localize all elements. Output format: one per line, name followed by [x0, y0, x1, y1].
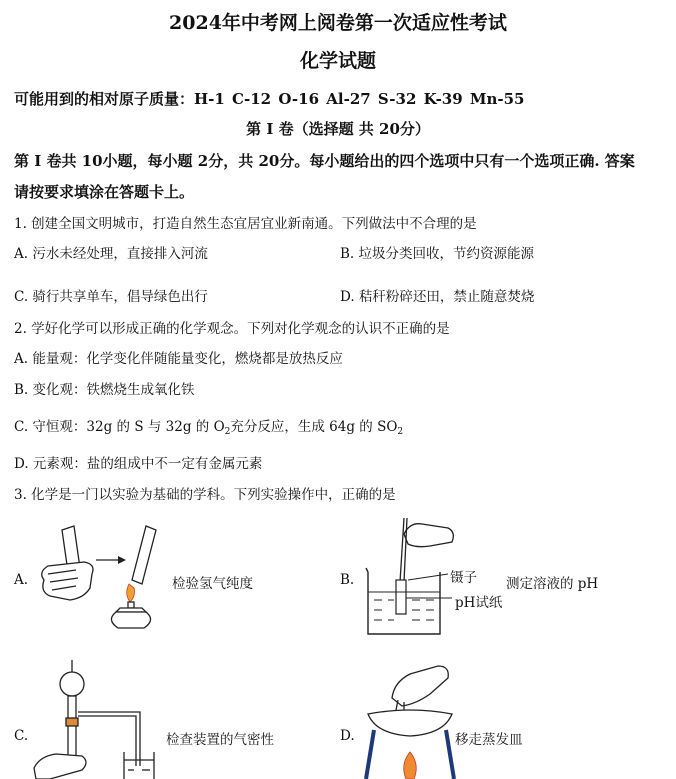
question-1-option-a: A. 污水未经处理，直接排入河流 [14, 246, 208, 262]
question-3-option-a-text: 检验氢气纯度 [172, 576, 253, 592]
evaporating-dish-illustration [360, 660, 460, 779]
section-title: 第 I 卷（选择题 共 20分） [246, 120, 430, 138]
question-3-option-b-letter: B. [340, 572, 355, 588]
question-1-stem: 1. 创建全国文明城市，打造自然生态宜居宜业新南通。下列做法中不合理的是 [14, 216, 477, 232]
question-3-option-c-text: 检查装置的气密性 [166, 732, 274, 748]
exam-title: 2024年中考网上阅卷第一次适应性考试 [169, 12, 507, 34]
question-1-option-d: D. 秸秆粉碎还田，禁止随意焚烧 [340, 289, 535, 305]
tweezers-label: 镊子 [450, 570, 477, 586]
question-3-option-b-text: 测定溶液的 pH [506, 576, 599, 592]
question-2-option-b: B. 变化观：铁燃烧生成氧化铁 [14, 382, 195, 398]
question-3-option-d-letter: D. [340, 728, 355, 744]
atomic-masses: 可能用到的相对原子质量：H-1 C-12 O-16 Al-27 S-32 K-39 Mn-55 [14, 90, 525, 108]
question-2-option-a: A. 能量观：化学变化伴随能量变化，燃烧都是放热反应 [14, 351, 343, 367]
o2-subscript: 2 [224, 427, 231, 437]
question-3-option-d-text: 移走蒸发皿 [455, 732, 523, 748]
question-1-option-c: C. 骑行共享单车，倡导绿色出行 [14, 289, 208, 305]
question-2-option-d: D. 元素观：盐的组成中不一定有金属元素 [14, 456, 263, 472]
question-2-option-c [14, 415, 403, 437]
subject-title: 化学试题 [299, 50, 376, 72]
section-instructions-1: 第 I 卷共 10小题，每小题 2分，共 20分。每小题给出的四个选项中只有一个选项正确. 答案 [14, 152, 635, 170]
ph-paper-label: pH试纸 [455, 595, 503, 611]
airtightness-illustration [30, 656, 170, 779]
question-2-stem: 2. 学好化学可以形成正确的化学观念。下列对化学观念的认识不正确的是 [14, 321, 450, 337]
question-3-option-c-letter: C. [14, 728, 29, 744]
hydrogen-test-illustration [34, 522, 174, 632]
section-instructions-2: 请按要求填涂在答题卡上。 [14, 183, 195, 201]
question-2-option-c-mid: 充分反应，生成 64g 的 SO [230, 419, 398, 435]
so2-subscript: 2 [397, 427, 404, 437]
question-2-option-c-pre: C. 守恒观：32g 的 S 与 32g 的 O [14, 419, 225, 435]
question-3-stem: 3. 化学是一门以实验为基础的学科。下列实验操作中，正确的是 [14, 487, 396, 503]
question-3-option-a-letter: A. [14, 572, 29, 588]
question-1-option-b: B. 垃圾分类回收，节约资源能源 [340, 246, 535, 262]
